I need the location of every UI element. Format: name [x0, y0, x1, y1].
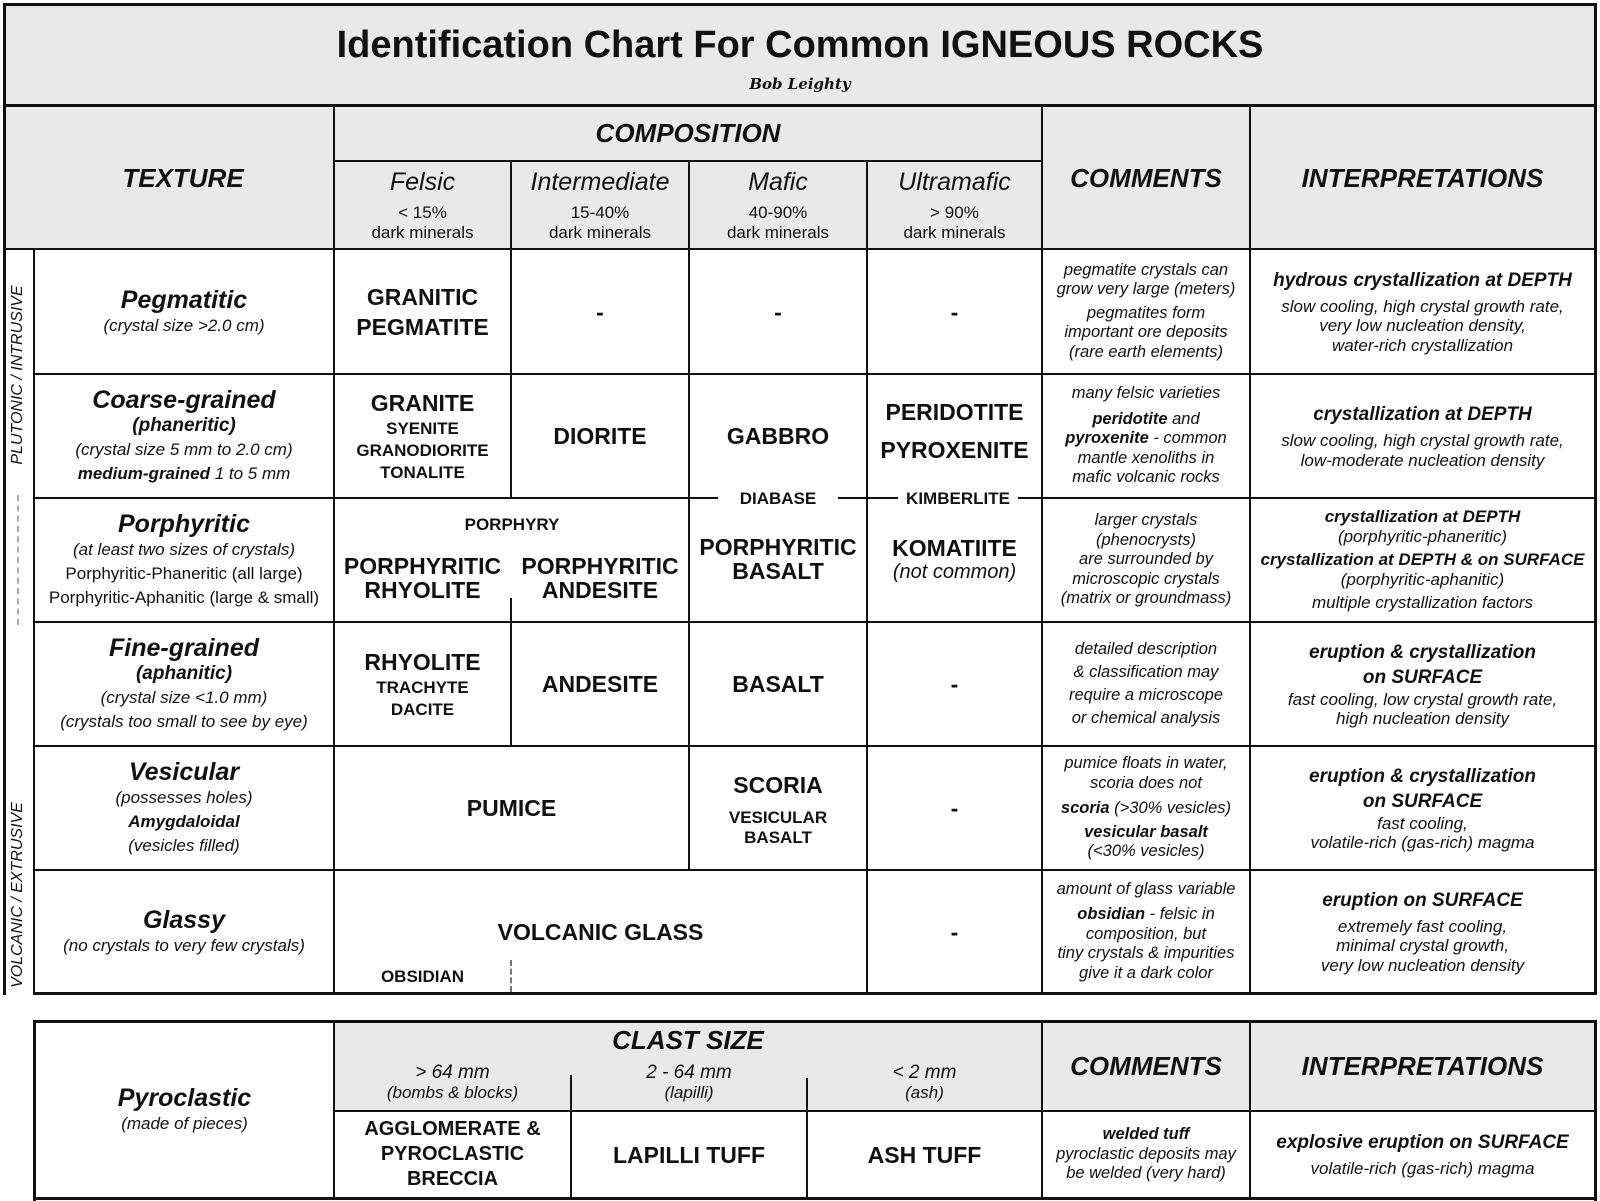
peridotite-pyroxenite: PERIDOTITE PYROXENITE [880, 399, 1029, 463]
pegmatitic-mafic: - [774, 298, 782, 325]
lapilli-tuff: LAPILLI TUFF [612, 1141, 766, 1168]
porphyritic-comments: larger crystals (phenocrysts) are surrounded by microscopic crystals (matrix or groundmass) [1060, 511, 1232, 608]
row-porphyritic-texture: Porphyritic (at least two sizes of crystals) Porphyritic-Phaneritic (all large) Porphyritic-Aphanitic (large & small) [48, 510, 320, 607]
glassy-ultramafic: - [950, 918, 959, 945]
interpretations-header: INTERPRETATIONS [1301, 162, 1544, 193]
gabbro: GABBRO [726, 423, 830, 449]
row-pyroclastic-texture: Pyroclastic (made of pieces) [117, 1084, 252, 1133]
row-glassy-texture: Glassy (no crystals to very few crystals) [63, 905, 305, 955]
scoria-group: SCORIA VESICULAR BASALT [728, 772, 828, 847]
column-intermediate: Intermediate 15-40% dark minerals [530, 167, 670, 242]
volcanic-label: VOLCANIC / EXTRUSIVE [9, 802, 26, 988]
vesicular-ultramafic: - [950, 795, 959, 821]
ash-tuff: ASH TUFF [867, 1141, 982, 1168]
texture-header: TEXTURE [122, 162, 244, 193]
fine-comments: detailed description & classification may require a microscope or chemical analysis [1068, 640, 1224, 727]
granite-group: GRANITE SYENITE GRANODIORITE TONALITE [356, 390, 489, 482]
granitic-pegmatite: GRANITIC PEGMATITE [356, 283, 489, 340]
coarse-comments: many felsic varieties peridotite and pyroxenite - common mantle xenoliths in mafic volcanic rocks [1065, 384, 1227, 487]
pumice: PUMICE [466, 795, 557, 821]
volcanic-glass: VOLCANIC GLASS [497, 918, 704, 945]
komatiite: KOMATIITE (not common) [892, 534, 1017, 583]
row-vesicular-texture: Vesicular (possesses holes) Amygdaloidal (vesicles filled) [115, 758, 253, 855]
column-felsic: Felsic < 15% dark minerals [371, 167, 474, 242]
plutonic-label: PLUTONIC / INTRUSIVE [9, 285, 26, 465]
chart-title: Identification Chart For Common IGNEOUS ROCKS [336, 23, 1264, 66]
porphyry-label: PORPHYRY [464, 515, 560, 534]
pyro-interpretation: explosive eruption on SURFACE volatile-rich (gas-rich) magma [1276, 1132, 1569, 1179]
pyro-comments: welded tuff pyroclastic deposits may be welded (very hard) [1056, 1125, 1236, 1183]
basalt: BASALT [732, 671, 824, 697]
glassy-comments: amount of glass variable obsidian - felsic in composition, but tiny crystals & impurities give it a dark color [1056, 879, 1236, 982]
vesicular-comments: pumice floats in water, scoria does not scoria (>30% vesicles) vesicular basalt (<30% vesicles) [1060, 754, 1232, 861]
pegmatitic-interpretation: hydrous crystallization at DEPTH slow cooling, high crystal growth rate, very low nucleation density, water-rich crystallization [1273, 269, 1572, 355]
fine-interpretation: eruption & crystallization on SURFACE fast cooling, low crystal growth rate, high nucleation density [1287, 641, 1558, 728]
porphyritic-andesite: PORPHYRITIC ANDESITE [521, 553, 679, 603]
comments-header: COMMENTS [1070, 162, 1222, 193]
coarse-interpretation: crystallization at DEPTH slow cooling, high crystal growth rate, low-moderate nucleation density [1281, 404, 1564, 470]
composition-header: COMPOSITION [595, 118, 781, 148]
row-pegmatitic-texture: Pegmatitic (crystal size >2.0 cm) [103, 285, 265, 335]
fine-ultramafic: - [950, 671, 959, 697]
porphyritic-basalt: PORPHYRITIC BASALT [699, 534, 857, 584]
glassy-interpretation: eruption on SURFACE extremely fast cooling, minimal crystal growth, very low nucleation density [1320, 889, 1525, 975]
clast-size-large: > 64 mm (bombs & blocks) [386, 1062, 519, 1102]
pegmatitic-intermediate: - [596, 298, 604, 325]
side-divider [17, 495, 19, 625]
porphyritic-rhyolite: PORPHYRITIC RHYOLITE [343, 553, 502, 603]
clast-size-medium: 2 - 64 mm (lapilli) [646, 1062, 732, 1102]
row-coarse-texture: Coarse-grained (phaneritic) (crystal size 5 mm to 2.0 cm) medium-grained 1 to 5 mm [75, 386, 293, 483]
andesite: ANDESITE [541, 671, 659, 697]
porphyritic-interpretation: crystallization at DEPTH (porphyritic-phaneritic) crystallization at DEPTH & on SURFACE (porphyritic-aphanitic) multiple crystallization factors [1260, 507, 1585, 613]
diorite: DIORITE [553, 423, 647, 449]
pyro-comments-header: COMMENTS [1070, 1051, 1222, 1081]
rhyolite-group: RHYOLITE TRACHYTE DACITE [364, 649, 481, 719]
column-ultramafic: Ultramafic > 90% dark minerals [898, 167, 1011, 242]
agglomerate: AGGLOMERATE & PYROCLASTIC BRECCIA [364, 1118, 541, 1190]
pyro-interpretations-header: INTERPRETATIONS [1301, 1051, 1544, 1081]
clast-size-header: CLAST SIZE [612, 1024, 764, 1055]
diabase-label: DIABASE [739, 489, 817, 508]
pegmatitic-comments: pegmatite crystals can grow very large (meters) pegmatites form important ore deposits (rare earth elements) [1056, 260, 1236, 361]
pegmatitic-ultramafic: - [950, 298, 959, 325]
author: Bob Leighty [749, 75, 851, 93]
vesicular-interpretation: eruption & crystallization on SURFACE fast cooling, volatile-rich (gas-rich) magma [1309, 765, 1536, 852]
row-fine-texture: Fine-grained (aphanitic) (crystal size <1.0 mm) (crystals too small to see by eye) [60, 634, 308, 731]
column-mafic: Mafic 40-90% dark minerals [726, 167, 830, 242]
kimberlite-label: KIMBERLITE [906, 489, 1010, 508]
clast-size-small: < 2 mm (ash) [892, 1062, 957, 1102]
obsidian-label: OBSIDIAN [380, 967, 465, 986]
